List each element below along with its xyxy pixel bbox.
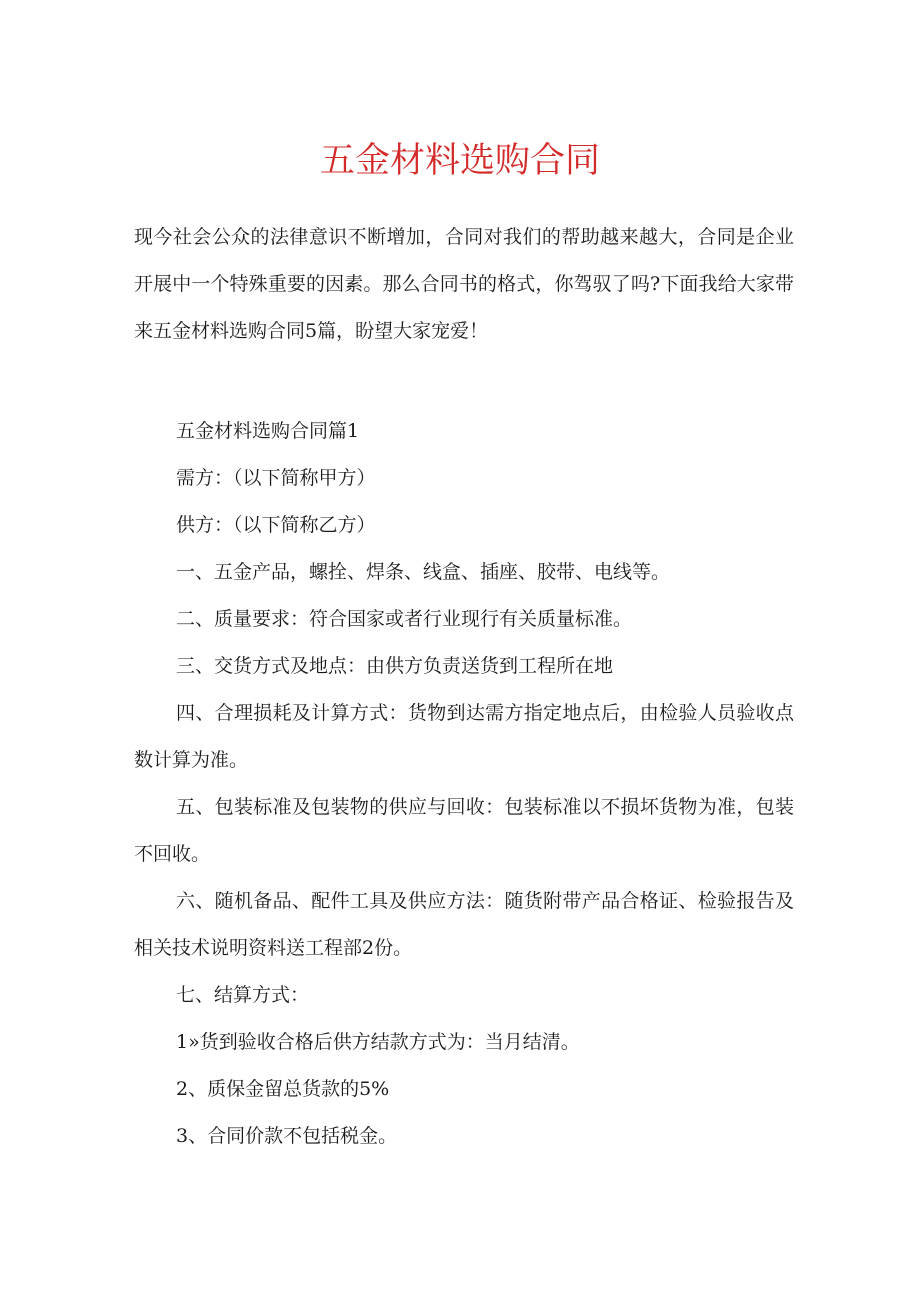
- settlement-item-2: 2、质保金留总货款的5%: [176, 1078, 390, 1100]
- document-title: 五金材料选购合同: [319, 141, 600, 181]
- clause-settlement: 七、结算方式：: [176, 984, 310, 1006]
- clause-quality: 二、质量要求：符合国家或者行业现行有关质量标准。: [176, 608, 633, 630]
- party-seller: 供方：（以下简称乙方）: [176, 514, 376, 536]
- party-buyer: 需方：（以下简称甲方）: [176, 467, 376, 489]
- settlement-item-1: 1»货到验收合格后供方结款方式为：当月结清。: [176, 1031, 580, 1053]
- settlement-item-3: 3、合同价款不包括税金。: [176, 1125, 398, 1147]
- clause-products: 一、五金产品，螺拴、焊条、线盒、插座、胶带、电线等。: [176, 561, 671, 583]
- clause-loss-calculation: 四、合理损耗及计算方式：货物到达需方指定地点后，由检验人员验收点数计算为准。: [134, 702, 794, 771]
- clause-accessories: 六、随机备品、配件工具及供应方法：随货附带产品合格证、检验报告及相关技术说明资料送工程部2份。: [134, 890, 794, 959]
- clause-delivery: 三、交货方式及地点：由供方负责送货到工程所在地: [176, 655, 614, 677]
- clause-packaging: 五、包装标准及包装物的供应与回收：包装标准以不损坏货物为准，包装不回收。: [134, 796, 794, 865]
- intro-paragraph: 现今社会公众的法律意识不断增加，合同对我们的帮助越来越大，合同是企业开展中一个特殊重要的因素。那么合同书的格式，你驾驭了吗?下面我给大家带来五金材料选购合同5篇，盼望大家宠爱！: [134, 226, 794, 342]
- contract-body: [134, 408, 794, 1160]
- section-heading: 五金材料选购合同篇1: [176, 420, 360, 442]
